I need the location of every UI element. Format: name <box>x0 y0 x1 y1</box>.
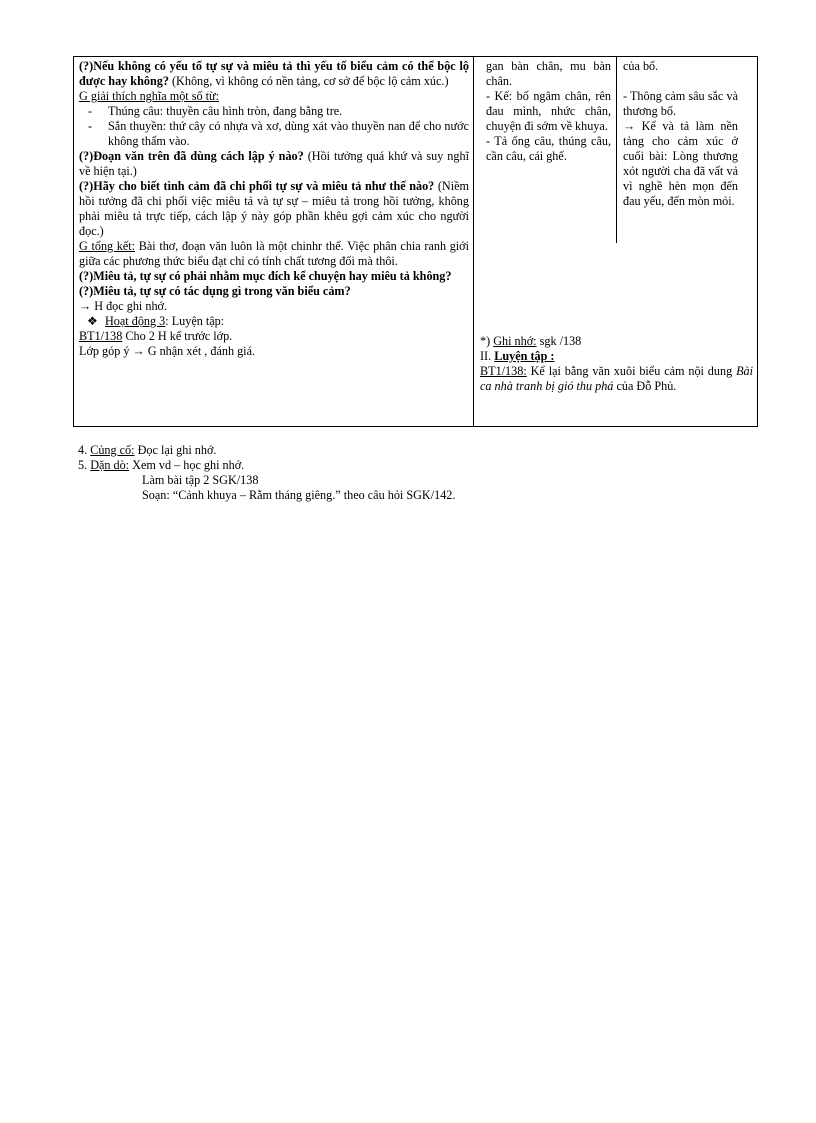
lesson-table <box>73 56 758 427</box>
column-divider <box>616 57 617 243</box>
homework-prepare: Soạn: “Cảnh khuya – Rằm tháng giêng.” theo câu hỏi SGK/142. <box>142 488 456 502</box>
read-note: → H đọc ghi nhớ. <box>79 299 168 313</box>
teacher-summary: G tổng kết: Bài thơ, đoạn văn luôn là một chinhr thể. Việc phân chia ranh giới giữa các phương thức biểu đạt chỉ có tính chất tương đối mà thôi. <box>79 239 470 268</box>
question-4: (?)Miêu tả, tự sự có phải nhằm mục đích kể chuyện hay miêu tả không? <box>79 269 452 283</box>
question-2: (?)Đoạn văn trên đã dùng cách lập ý nào? (Hồi tưởng quá khứ và suy nghĩ về hiện tại.) <box>79 149 469 178</box>
vocab-item: - Sắn thuyền: thứ cây có nhựa và xơ, dùng xát vào thuyền nan để cho nước không thấm vào. <box>79 119 469 149</box>
question-1: (?)Nếu không có yếu tố tự sự và miêu tả thì yếu tố biểu cảm có thể bộc lộ được hay không? (Không, vì không có nền tảng, cơ sở để bộc lộ cảm xúc.) <box>79 59 469 88</box>
diamond-bullet-icon: ❖ <box>87 314 98 328</box>
question-3: (?)Hãy cho biết tình cảm đã chi phối tự sự và miêu tả như thế nào? (Niềm hồi tưởng đã chi phối việc miêu tả và tự sự – miêu tả trong hồi tưởng, không phải miêu tả trực tiếp, cách lập ý này góp phần khêu gợi cảm xúc cho người đọc.) <box>79 179 469 238</box>
section-heading: II. Luyện tập : <box>480 349 555 363</box>
memo-note: *) Ghi nhớ: sgk /138 <box>480 334 582 348</box>
content-para: gan bàn chân, mu bàn chân. <box>486 59 611 88</box>
content-subcolumn <box>486 59 611 164</box>
spacer <box>623 74 738 89</box>
class-review: Lớp góp ý → G nhận xét , đánh giá. <box>79 344 256 358</box>
activity-3: ❖ Hoạt động 3: Luyện tập: <box>87 314 225 328</box>
vocab-item: - Thúng câu: thuyền câu hình tròn, đang bằng tre. <box>79 104 469 119</box>
teacher-explain: G giải thích nghĩa một số từ: <box>79 89 219 103</box>
content-column <box>474 57 757 426</box>
notes-para: của bố. <box>623 59 659 73</box>
notes-para: → Kể và tả làm nền tảng cho cảm xúc ở cuối bài: Lòng thương xót người cha đã vất vả vì nghề hèn mọn đến đau yếu, đến mòn mỏi. <box>623 119 738 208</box>
homework-exercise: Làm bài tập 2 SGK/138 <box>142 473 259 487</box>
exercise-1: BT1/138 Cho 2 H kể trước lớp. <box>79 329 233 343</box>
content-para: - Kể: bố ngâm chân, rên đau mình, nhức chân, chuyện đi sớm về khuya. <box>486 89 611 133</box>
homework: 5. Dặn dò: Xem vd – học ghi nhớ. <box>78 458 245 472</box>
activity-column <box>74 57 474 426</box>
practice-section <box>480 334 753 394</box>
notes-para: - Thông cảm sâu sắc và thương bố. <box>623 89 738 118</box>
closing-section <box>78 443 758 503</box>
question-5: (?)Miêu tả, tự sự có tác dụng gì trong văn biểu cảm? <box>79 284 351 298</box>
consolidation: 4. Củng cố: Đọc lại ghi nhớ. <box>78 443 217 457</box>
content-para: - Tả ống câu, thúng câu, cần câu, cái ghế. <box>486 134 611 163</box>
notes-subcolumn <box>623 59 738 209</box>
exercise-task: BT1/138: Kể lại bằng văn xuôi biểu cảm nội dung Bài ca nhà tranh bị gió thu phá của Đỗ Phủ. <box>480 364 753 393</box>
